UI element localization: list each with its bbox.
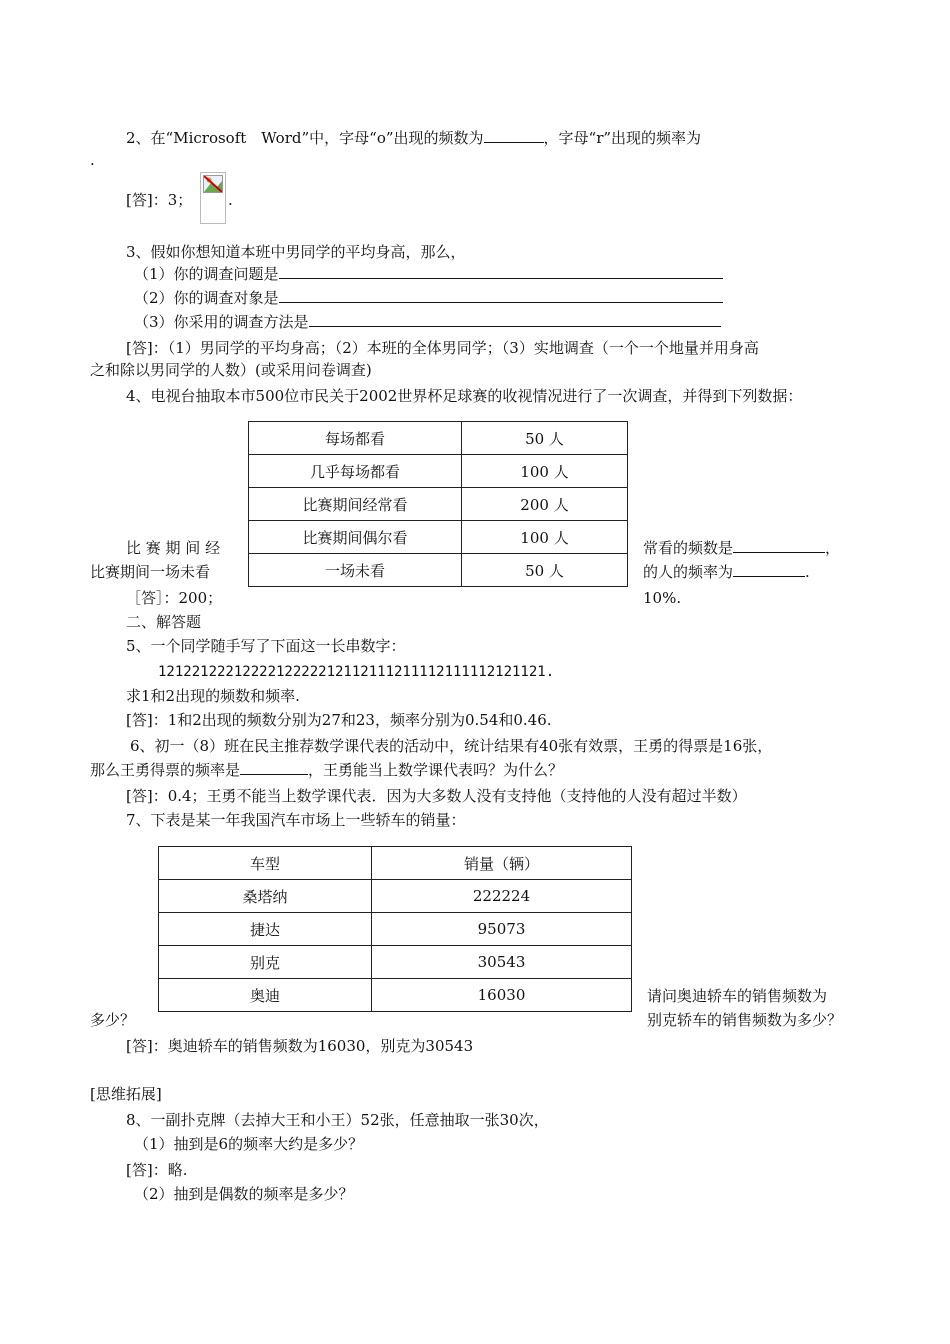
q5-ask: 求1和2出现的频数和频率.	[126, 687, 300, 705]
q5-digits: 1212212221222212222212112111211112111112121121.	[158, 664, 555, 680]
table-row: 别克 30543	[159, 946, 632, 979]
q4-left-1: 比 赛 期 间 经	[126, 539, 221, 557]
q3-question: 3、假如你想知道本班中男同学的平均身高，那么，	[126, 243, 466, 261]
q7-left: 多少？	[90, 1011, 136, 1029]
table-row: 比赛期间偶尔看 100 人	[249, 521, 628, 554]
q7-right-1: 请问奥迪轿车的销售频数为	[647, 987, 828, 1005]
table-row: 桑塔纳 222224	[159, 880, 632, 913]
blank	[484, 128, 544, 143]
q4-right-1: 常看的频数是 ，	[643, 539, 841, 557]
q8-answer1: [答]：略.	[126, 1161, 188, 1179]
q3-item3: （3）你采用的调查方法是	[134, 312, 721, 332]
broken-image-icon	[200, 172, 226, 224]
q4-right-2: 的人的频率为 .	[643, 563, 810, 581]
q4-left-answer: ［答］：200；	[126, 589, 223, 607]
car-sales-table	[158, 846, 632, 1012]
q4-left-2: 比赛期间一场未看	[90, 563, 211, 581]
q6-line1: 6、初一（8）班在民主推荐数学课代表的活动中，统计结果有40张有效票，王勇的得票是16张，	[130, 737, 773, 755]
q8-sub2: （2）抽到是偶数的频率是多少？	[134, 1185, 354, 1203]
q2-answer: [答]：3；	[126, 191, 193, 209]
q8-question: 8、一副扑克牌（去掉大王和小王）52张，任意抽取一张30次，	[126, 1111, 549, 1129]
q7-question: 7、下表是某一年我国汽车市场上一些轿车的销量：	[126, 811, 466, 829]
table-row: 捷达 95073	[159, 913, 632, 946]
table-row: 一场未看 50 人	[249, 554, 628, 587]
q7-right-2: 别克轿车的销售频数为多少？	[647, 1011, 843, 1029]
q8-sub1: （1）抽到是6的频率大约是多少？	[134, 1135, 364, 1153]
table-header-row: 车型 销量（辆）	[159, 847, 632, 880]
q4-right-answer: 10%.	[643, 589, 682, 607]
q7-answer: [答]：奥迪轿车的销售频数为16030，别克为30543	[126, 1037, 474, 1055]
q6-answer: [答]：0.4；王勇不能当上数学课代表．因为大多数人没有支持他（支持他的人没有超过半数）	[126, 787, 747, 805]
q3-answer-1: [答]：（1）男同学的平均身高；（2）本班的全体男同学；（3）实地调查（一个一个地量并用身高	[126, 339, 759, 357]
table-row: 每场都看 50 人	[249, 422, 628, 455]
q2-answer-end: .	[228, 191, 233, 209]
q5-answer: [答]：1和2出现的频数分别为27和23，频率分别为0.54和0.46.	[126, 711, 552, 729]
section-heading: 二、解答题	[126, 613, 202, 631]
q4-question: 4、电视台抽取本市500位市民关于2002世界杯足球赛的收视情况进行了一次调查，并得到下列数据：	[126, 387, 803, 405]
viewing-table	[248, 421, 628, 587]
table-row: 比赛期间经常看 200 人	[249, 488, 628, 521]
q3-answer-2: 之和除以男同学的人数）(或采用问卷调查)	[90, 361, 372, 379]
q6-line2: 那么王勇得票的频率是 ，王勇能当上数学课代表吗？为什么？	[90, 761, 564, 779]
table-row: 奥迪 16030	[159, 979, 632, 1012]
q3-item1: （1）你的调查问题是	[134, 264, 723, 284]
table-row: 几乎每场都看 100 人	[249, 455, 628, 488]
q5-question: 5、一个同学随手写了下面这一长串数字：	[126, 637, 406, 655]
q3-item2: （2）你的调查对象是	[134, 288, 723, 308]
extension-heading: [思维拓展]	[90, 1085, 162, 1103]
q2-period: .	[90, 151, 95, 169]
q2-line: 2、在“Microsoft Word”中，字母“o”出现的频数为 ，字母“r”出现的频率为	[126, 129, 702, 147]
